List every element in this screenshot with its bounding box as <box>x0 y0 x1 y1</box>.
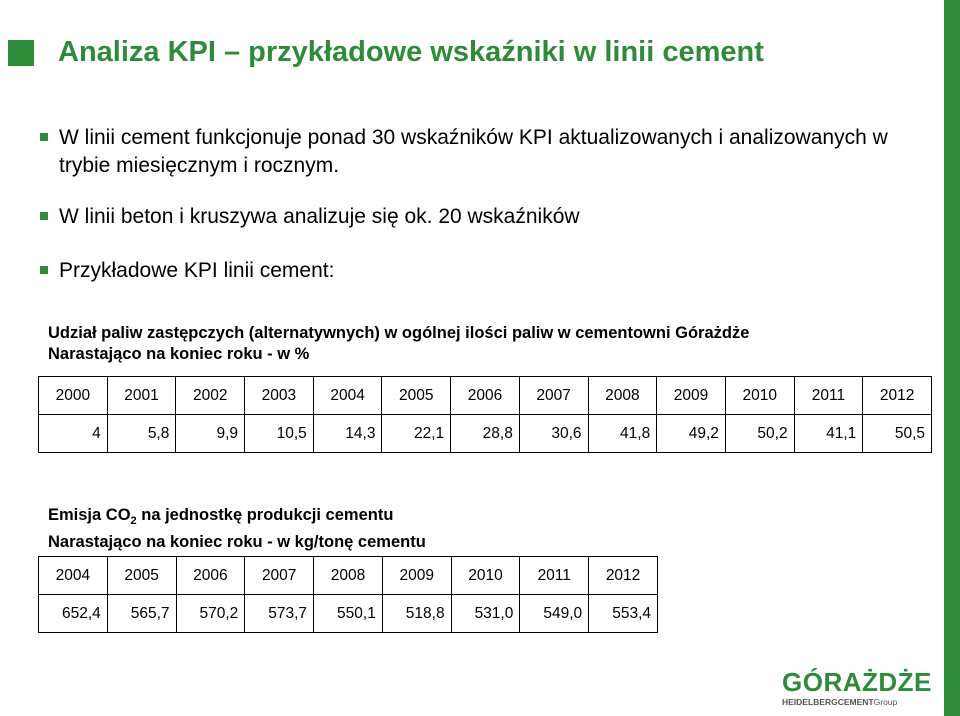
year-cell: 2006 <box>176 557 245 595</box>
table-header-row <box>39 377 932 415</box>
value-cell: 573,7 <box>245 595 314 633</box>
bullet-item: W linii cement funkcjonuje ponad 30 wskaźników KPI aktualizowanych i analizowanych w trybie miesięcznym i rocznym. <box>40 124 899 180</box>
table-row <box>39 415 932 453</box>
year-cell: 2008 <box>588 377 657 415</box>
year-cell: 2009 <box>382 557 451 595</box>
logo-group-name: HEIDELBERGCEMENT <box>782 697 874 707</box>
year-cell: 2005 <box>382 377 451 415</box>
logo-group-line <box>782 697 932 707</box>
value-cell: 652,4 <box>39 595 108 633</box>
year-cell: 2012 <box>589 557 658 595</box>
logo-wordmark: GÓRAŻDŻE <box>782 667 932 697</box>
value-cell: 565,7 <box>107 595 176 633</box>
value-cell: 50,2 <box>725 415 794 453</box>
value-cell: 10,5 <box>245 415 314 453</box>
value-cell: 41,1 <box>794 415 863 453</box>
value-cell: 531,0 <box>451 595 520 633</box>
value-cell: 549,0 <box>520 595 589 633</box>
logo-group-suffix: Group <box>873 697 898 707</box>
company-logo <box>782 669 932 707</box>
table-row <box>39 595 658 633</box>
bullet-item: Przykładowe KPI linii cement: <box>40 257 334 285</box>
value-cell: 49,2 <box>657 415 726 453</box>
caption-text: na jednostkę produkcji cementu <box>136 506 394 524</box>
year-cell: 2004 <box>313 377 382 415</box>
page-title: Analiza KPI – przykładowe wskaźniki w linii cement <box>58 36 764 68</box>
year-cell: 2008 <box>314 557 383 595</box>
year-cell: 2005 <box>107 557 176 595</box>
year-cell: 2003 <box>245 377 314 415</box>
year-cell: 2004 <box>39 557 108 595</box>
year-cell: 2011 <box>520 557 589 595</box>
value-cell: 41,8 <box>588 415 657 453</box>
year-cell: 2007 <box>245 557 314 595</box>
alternative-fuels-table <box>38 376 932 453</box>
year-cell: 2006 <box>451 377 520 415</box>
table2-caption-subtitle: Narastająco na koniec roku - w kg/tonę cementu <box>48 533 426 551</box>
table-header-row <box>39 557 658 595</box>
value-cell: 570,2 <box>176 595 245 633</box>
value-cell: 50,5 <box>863 415 932 453</box>
caption-text: Emisja CO <box>48 506 131 524</box>
bullet-item: W linii beton i kruszywa analizuje się ok. 20 wskaźników <box>40 203 580 231</box>
value-cell: 9,9 <box>176 415 245 453</box>
value-cell: 4 <box>39 415 108 453</box>
value-cell: 28,8 <box>451 415 520 453</box>
value-cell: 553,4 <box>589 595 658 633</box>
year-cell: 2002 <box>176 377 245 415</box>
value-cell: 22,1 <box>382 415 451 453</box>
table1-caption <box>48 323 749 365</box>
year-cell: 2001 <box>107 377 176 415</box>
value-cell: 518,8 <box>382 595 451 633</box>
co2-emission-table <box>38 556 658 633</box>
value-cell: 550,1 <box>314 595 383 633</box>
caption-subscript: 2 <box>130 515 137 527</box>
year-cell: 2000 <box>39 377 108 415</box>
year-cell: 2009 <box>657 377 726 415</box>
value-cell: 14,3 <box>313 415 382 453</box>
table1-caption-title: Udział paliw zastępczych (alternatywnych) w ogólnej ilości paliw w cementowni Górażdże <box>48 324 750 342</box>
table2-caption <box>48 505 426 553</box>
right-edge-bar <box>944 0 960 716</box>
year-cell: 2010 <box>725 377 794 415</box>
value-cell: 30,6 <box>519 415 588 453</box>
year-cell: 2007 <box>519 377 588 415</box>
year-cell: 2011 <box>794 377 863 415</box>
table1-caption-subtitle: Narastająco na koniec roku - w % <box>48 345 310 363</box>
title-square-decoration <box>8 40 34 66</box>
table2-caption-title <box>48 505 426 532</box>
year-cell: 2012 <box>863 377 932 415</box>
year-cell: 2010 <box>451 557 520 595</box>
value-cell: 5,8 <box>107 415 176 453</box>
